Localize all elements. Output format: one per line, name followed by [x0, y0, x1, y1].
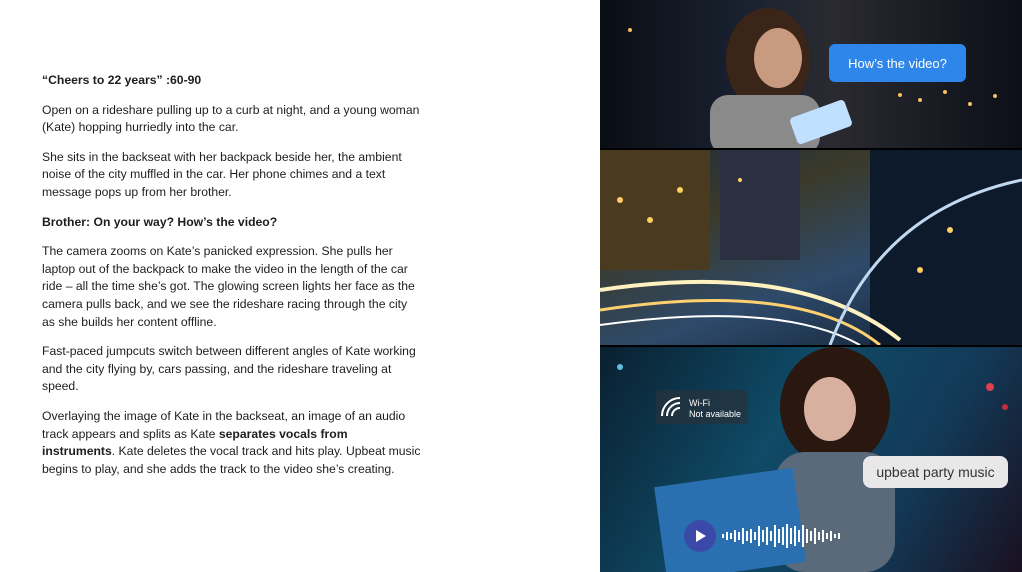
wifi-title: Wi-Fi	[689, 398, 710, 408]
paragraph-4: The camera zooms on Kate’s panicked expression. She pulls her laptop out of the backpack to make the video in the length of the car ride – all the time she’s got. The glowing screen lights her face as the camera pulls back, and we see the rideshare racing through the city as she builds her content offline.	[42, 244, 415, 329]
audio-waveform	[722, 522, 852, 550]
wifi-status-box	[656, 390, 748, 424]
paragraph-6-start: Overlaying the image of Kate in the backseat, an image of an audio track appears and splits as Kate	[42, 408, 406, 441]
city-car-image	[600, 150, 1022, 345]
scene-heading: “Cheers to 22 years” :60-90	[42, 73, 202, 87]
paragraph-1: Open on a rideshare pulling up to a curb at night, and a young woman (Kate) hopping hurriedly into the car.	[42, 102, 420, 135]
play-button[interactable]	[684, 520, 716, 552]
wifi-status: Not available	[689, 409, 742, 419]
wifi-icon	[660, 396, 684, 418]
paragraph-6-bold: separates vocals from instruments	[42, 426, 348, 459]
paragraph-3: Brother: On your way? How’s the video?	[42, 214, 278, 229]
music-label: upbeat party music	[863, 456, 1008, 488]
paragraph-2: She sits in the backseat with her backpack beside her, the ambient noise of the city muffled in the car. Her phone chimes and a text message pops up from her brother.	[42, 149, 402, 199]
script-text	[42, 72, 422, 490]
panel-city-car	[600, 150, 1022, 345]
play-icon	[693, 529, 707, 543]
paragraph-6	[42, 408, 422, 478]
paragraph-5: Fast-paced jumpcuts switch between different angles of Kate working and the city flying by, cars passing, and the rideshare traveling at speed.	[42, 344, 416, 394]
paragraph-6-end: . Kate deletes the vocal track and hits play. Upbeat music begins to play, and she adds the track to the video she’s creating.	[42, 444, 421, 476]
text-message-bubble: How’s the video?	[829, 44, 966, 82]
